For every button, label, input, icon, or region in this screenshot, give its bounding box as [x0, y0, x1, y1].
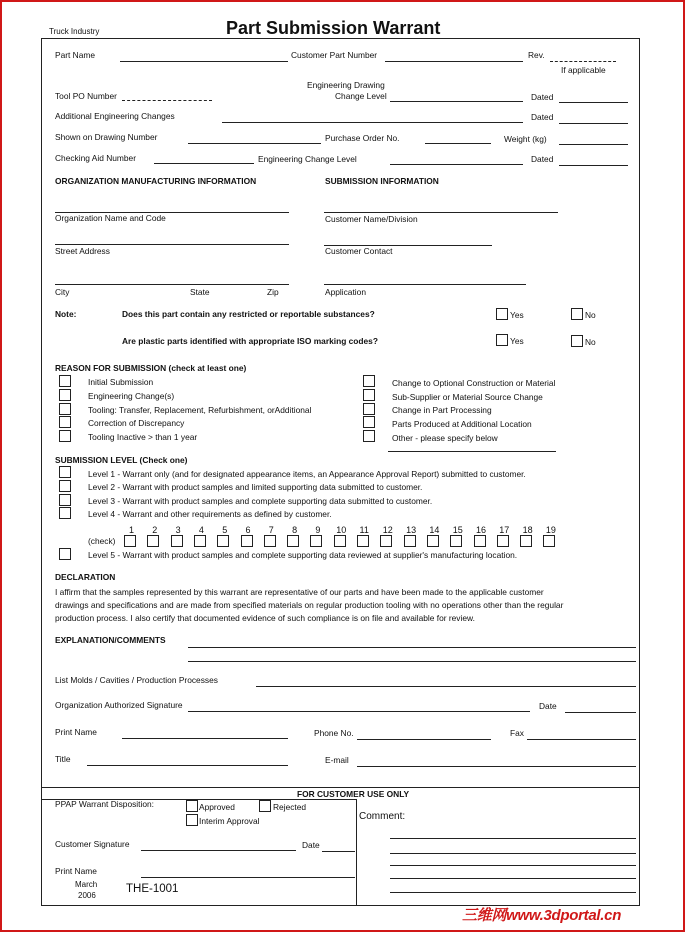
- level-5-checkbox[interactable]: [59, 548, 71, 560]
- level-req-checkbox[interactable]: [194, 535, 206, 547]
- auth-signature-field[interactable]: [188, 711, 530, 712]
- phone-field[interactable]: [357, 739, 491, 740]
- interim-label: Interim Approval: [199, 816, 260, 826]
- rejected-checkbox[interactable]: [259, 800, 271, 812]
- reason-optional-construction-label: Change to Optional Construction or Material: [392, 378, 556, 388]
- explanation-line-2[interactable]: [188, 661, 636, 662]
- iso-no-label: No: [585, 337, 596, 347]
- phone-label: Phone No.: [314, 728, 354, 738]
- level-req-checkbox[interactable]: [497, 535, 509, 547]
- level-req-number: 16: [476, 525, 487, 535]
- zip-label: Zip: [267, 287, 279, 297]
- level-req-checkbox[interactable]: [310, 535, 322, 547]
- level-req-checkbox[interactable]: [241, 535, 253, 547]
- eng-drawing-label-2: Change Level: [335, 91, 387, 101]
- level-req-checkbox[interactable]: [264, 535, 276, 547]
- revision-month: March: [75, 880, 98, 889]
- reason-inactive-checkbox[interactable]: [59, 430, 71, 442]
- rev-field[interactable]: [550, 61, 616, 62]
- level-req-checkbox[interactable]: [450, 535, 462, 547]
- revision-year: 2006: [78, 891, 96, 900]
- application-label: Application: [325, 287, 366, 297]
- rev-label: Rev.: [528, 50, 545, 60]
- reason-sub-supplier-checkbox[interactable]: [363, 389, 375, 401]
- purchase-order-field[interactable]: [425, 143, 491, 144]
- iso-yes-checkbox[interactable]: [496, 334, 508, 346]
- customer-heading: FOR CUSTOMER USE ONLY: [297, 789, 410, 799]
- customer-print-name-label: Print Name: [55, 866, 97, 876]
- org-name-label: Organization Name and Code: [55, 213, 166, 223]
- customer-part-number-field[interactable]: [385, 61, 523, 62]
- level-req-number: 4: [198, 525, 204, 535]
- level-req-number: 1: [129, 525, 135, 535]
- note-label: Note:: [55, 309, 77, 319]
- level-req-checkbox[interactable]: [287, 535, 299, 547]
- iso-question: Are plastic parts identified with appropriate ISO marking codes?: [122, 336, 378, 346]
- level-5-label: Level 5 - Warrant with product samples and complete supporting data reviewed at supplier's manufacturing location.: [88, 550, 518, 560]
- eng-change-level-label: Engineering Change Level: [258, 154, 357, 164]
- customer-signature-label: Customer Signature: [55, 839, 130, 849]
- form-code: THE-1001: [126, 883, 179, 895]
- level-req-number: 10: [336, 525, 347, 535]
- customer-date-label: Date: [302, 840, 320, 850]
- reason-eng-change-label: Engineering Change(s): [88, 391, 175, 401]
- eng-drawing-label-1: Engineering Drawing: [307, 80, 385, 90]
- city-state-zip-field[interactable]: [55, 284, 289, 285]
- comment-line-5[interactable]: [390, 892, 636, 893]
- level-req-checkbox[interactable]: [427, 535, 439, 547]
- fax-field[interactable]: [527, 739, 636, 740]
- street-field[interactable]: [55, 244, 289, 245]
- level-4-checkbox[interactable]: [59, 507, 71, 519]
- checking-aid-label: Checking Aid Number: [55, 153, 136, 163]
- approved-label: Approved: [199, 802, 235, 812]
- reason-location-checkbox[interactable]: [363, 416, 375, 428]
- level-1-checkbox[interactable]: [59, 466, 71, 478]
- dated-label-3: Dated: [531, 154, 554, 164]
- reason-sub-supplier-label: Sub-Supplier or Material Source Change: [392, 392, 543, 402]
- level-req-checkbox[interactable]: [171, 535, 183, 547]
- eng-change-level-field[interactable]: [390, 164, 523, 165]
- dated-field-3[interactable]: [559, 165, 628, 166]
- level-req-number: 8: [292, 525, 298, 535]
- ppap-label: PPAP Warrant Disposition:: [55, 799, 154, 809]
- level-req-number: 12: [382, 525, 393, 535]
- reason-correction-checkbox[interactable]: [59, 416, 71, 428]
- level-3-label: Level 3 - Warrant with product samples and complete supporting data submitted to customer.: [88, 496, 433, 506]
- title-label: Title: [55, 754, 71, 764]
- street-label: Street Address: [55, 246, 110, 256]
- shown-on-drawing-field[interactable]: [188, 143, 321, 144]
- level-3-checkbox[interactable]: [59, 494, 71, 506]
- reason-initial-label: Initial Submission: [88, 377, 154, 387]
- customer-date-field[interactable]: [322, 851, 355, 852]
- explanation-heading: EXPLANATION/COMMENTS: [55, 635, 166, 645]
- level-req-checkbox[interactable]: [474, 535, 486, 547]
- weight-field[interactable]: [559, 144, 628, 145]
- level-req-number: 3: [175, 525, 181, 535]
- watermark: 三维网www.3dportal.cn: [462, 907, 622, 924]
- level-req-checkbox[interactable]: [334, 535, 346, 547]
- reason-heading: REASON FOR SUBMISSION (check at least one): [55, 363, 247, 373]
- level-req-number: 14: [429, 525, 440, 535]
- level-req-number: 18: [522, 525, 533, 535]
- level-4-label: Level 4 - Warrant and other requirements as defined by customer.: [88, 509, 332, 519]
- auth-date-field[interactable]: [565, 712, 636, 713]
- form-title: Part Submission Warrant: [226, 18, 441, 38]
- reason-other-label: Other - please specify below: [392, 433, 498, 443]
- fax-label: Fax: [510, 728, 524, 738]
- level-2-checkbox[interactable]: [59, 480, 71, 492]
- declaration-line-1: I affirm that the samples represented by this warrant are representative of our parts and have been made to the applicable customer: [55, 587, 544, 597]
- level-req-number: 19: [545, 525, 556, 535]
- level-req-checkbox[interactable]: [357, 535, 369, 547]
- level-req-number: 11: [359, 525, 369, 535]
- restricted-no-label: No: [585, 310, 596, 320]
- reason-tooling-checkbox[interactable]: [59, 403, 71, 415]
- level-req-checkbox[interactable]: [543, 535, 555, 547]
- level-req-number: 2: [152, 525, 158, 535]
- auth-date-label: Date: [539, 701, 557, 711]
- restricted-no-checkbox[interactable]: [571, 308, 583, 320]
- additional-eng-changes-field[interactable]: [222, 122, 523, 123]
- level-req-number: 9: [315, 525, 321, 535]
- weight-label: Weight (kg): [504, 134, 547, 144]
- customer-column-divider: [356, 799, 357, 905]
- email-field[interactable]: [357, 766, 636, 767]
- level-req-checkbox[interactable]: [124, 535, 136, 547]
- reason-correction-label: Correction of Discrepancy: [88, 418, 185, 428]
- customer-part-number-label: Customer Part Number: [291, 50, 378, 60]
- customer-section-divider: [41, 787, 639, 788]
- level-req-number: 6: [245, 525, 251, 535]
- tool-po-field[interactable]: [122, 100, 212, 101]
- declaration-line-2: drawings and specifications and are made from specified materials on regular production tooling with no operations other than the regular: [55, 600, 564, 610]
- title-field[interactable]: [87, 765, 288, 766]
- level-req-checkbox[interactable]: [520, 535, 532, 547]
- dated-field-2[interactable]: [559, 123, 628, 124]
- iso-no-checkbox[interactable]: [571, 335, 583, 347]
- additional-eng-changes-label: Additional Engineering Changes: [55, 111, 175, 121]
- level-req-checkbox[interactable]: [217, 535, 229, 547]
- level-req-number: 5: [222, 525, 228, 535]
- check-label: (check): [88, 536, 116, 546]
- reason-processing-label: Change in Part Processing: [392, 405, 492, 415]
- city-label: City: [55, 287, 70, 297]
- declaration-heading: DECLARATION: [55, 572, 116, 582]
- comment-line-2[interactable]: [390, 853, 636, 854]
- level-1-label: Level 1 - Warrant only (and for designated appearance items, an Appearance Approval Report) submitted to customer.: [88, 469, 526, 479]
- restricted-yes-label: Yes: [510, 310, 524, 320]
- comment-line-4[interactable]: [390, 878, 636, 879]
- state-label: State: [190, 287, 210, 297]
- level-req-number: 7: [268, 525, 274, 535]
- checking-aid-field[interactable]: [154, 163, 254, 164]
- auth-signature-label: Organization Authorized Signature: [55, 700, 183, 710]
- level-req-checkbox[interactable]: [380, 535, 392, 547]
- level-heading: SUBMISSION LEVEL (Check one): [55, 455, 188, 465]
- iso-yes-label: Yes: [510, 336, 524, 346]
- rejected-label: Rejected: [273, 802, 307, 812]
- reason-inactive-label: Tooling Inactive > than 1 year: [88, 432, 198, 442]
- customer-name-label: Customer Name/Division: [325, 214, 418, 224]
- level-2-label: Level 2 - Warrant with product samples and limited supporting data submitted to customer.: [88, 482, 423, 492]
- dated-label-2: Dated: [531, 112, 554, 122]
- reason-initial-checkbox[interactable]: [59, 375, 71, 387]
- comment-line-1[interactable]: [390, 838, 636, 839]
- level-req-number: 13: [406, 525, 417, 535]
- restricted-yes-checkbox[interactable]: [496, 308, 508, 320]
- molds-label: List Molds / Cavities / Production Processes: [55, 675, 218, 685]
- approved-checkbox[interactable]: [186, 800, 198, 812]
- restricted-question: Does this part contain any restricted or reportable substances?: [122, 309, 375, 319]
- dated-label-1: Dated: [531, 92, 554, 102]
- customer-signature-field[interactable]: [141, 850, 296, 851]
- application-field[interactable]: [324, 284, 526, 285]
- industry-label: Truck Industry: [49, 27, 100, 36]
- reason-optional-construction-checkbox[interactable]: [363, 375, 375, 387]
- reason-location-label: Parts Produced at Additional Location: [392, 419, 532, 429]
- level-req-checkbox[interactable]: [404, 535, 416, 547]
- customer-name-field[interactable]: [324, 212, 558, 213]
- comment-label: Comment:: [359, 811, 406, 822]
- dated-field-1[interactable]: [559, 102, 628, 103]
- print-name-label: Print Name: [55, 727, 97, 737]
- customer-print-name-field[interactable]: [141, 877, 355, 878]
- print-name-field[interactable]: [122, 738, 288, 739]
- molds-field[interactable]: [256, 686, 636, 687]
- if-applicable-note: If applicable: [561, 65, 606, 75]
- submission-info-heading: SUBMISSION INFORMATION: [325, 176, 439, 186]
- shown-on-drawing-label: Shown on Drawing Number: [55, 132, 158, 142]
- email-label: E-mail: [325, 755, 349, 765]
- comment-line-3[interactable]: [390, 865, 636, 866]
- interim-checkbox[interactable]: [186, 814, 198, 826]
- declaration-line-3: production process. I also certify that documented evidence of such compliance is on file and available for review.: [55, 613, 475, 623]
- level-req-number: 15: [452, 525, 463, 535]
- org-heading: ORGANIZATION MANUFACTURING INFORMATION: [55, 176, 257, 186]
- explanation-line-1[interactable]: [188, 647, 636, 648]
- part-name-label: Part Name: [55, 50, 96, 60]
- customer-contact-label: Customer Contact: [325, 246, 393, 256]
- part-name-field[interactable]: [120, 61, 288, 62]
- reason-eng-change-checkbox[interactable]: [59, 389, 71, 401]
- tool-po-label: Tool PO Number: [55, 91, 117, 101]
- reason-other-checkbox[interactable]: [363, 430, 375, 442]
- reason-processing-checkbox[interactable]: [363, 403, 375, 415]
- reason-other-specify-field[interactable]: [388, 451, 556, 452]
- eng-drawing-change-field[interactable]: [390, 101, 523, 102]
- level-req-number: 17: [499, 525, 510, 535]
- reason-tooling-label: Tooling: Transfer, Replacement, Refurbishment, orAdditional: [88, 405, 312, 415]
- level-req-checkbox[interactable]: [147, 535, 159, 547]
- purchase-order-label: Purchase Order No.: [325, 133, 400, 143]
